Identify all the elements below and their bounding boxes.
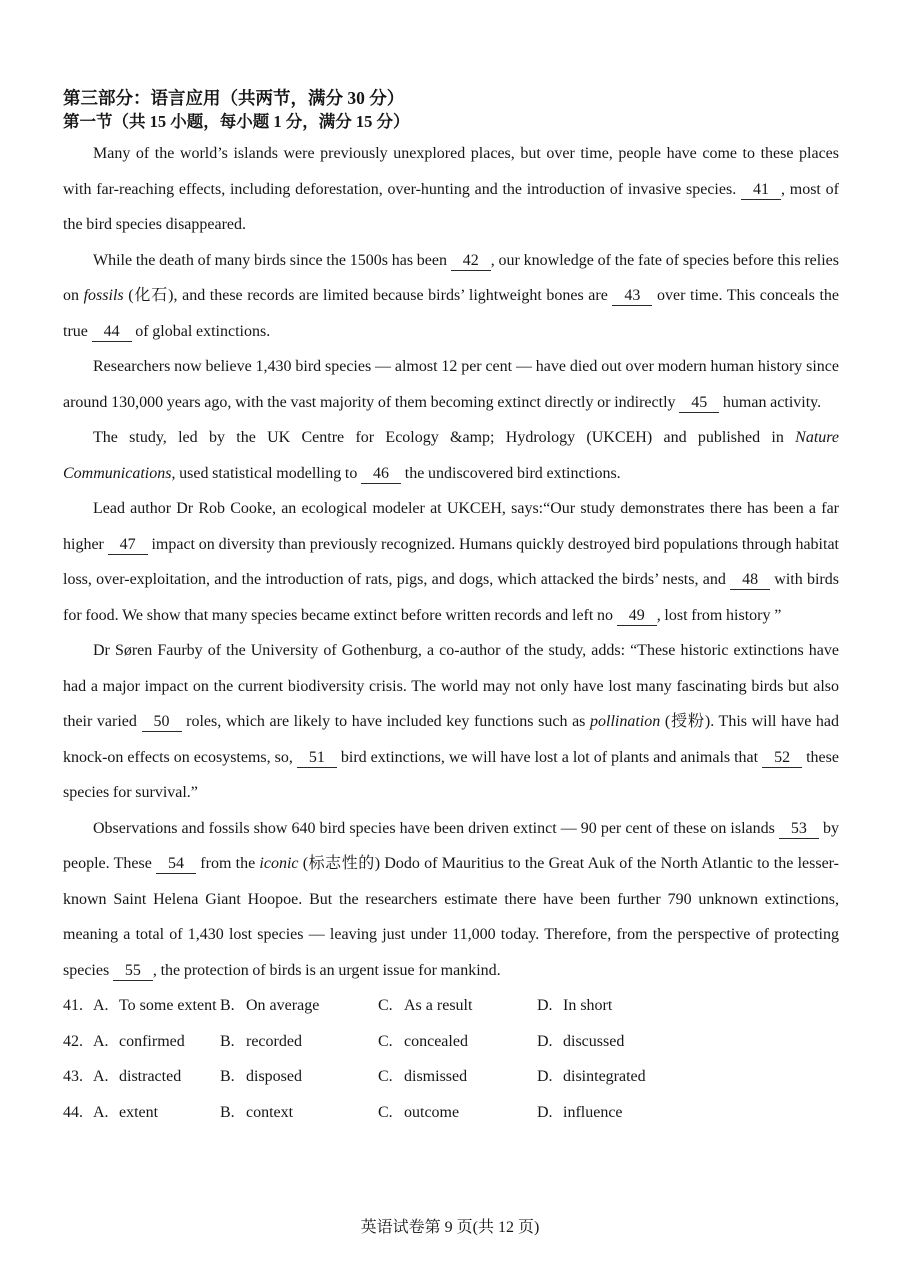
blank-51: 51 [297,749,337,768]
passage-paragraph: Many of the world’s islands were previously unexplored places, but over time, people have come to these places with far-reaching effects, including deforestation, over-hunting and the introduction of invasive species. 41 , most of the bird species disappeared. [63,145,839,233]
question-option [220,1024,378,1060]
passage [63,136,839,988]
question-option [220,1059,378,1095]
option-label: B. [220,1068,235,1085]
option-label: A. [93,997,109,1014]
blank-50: 50 [142,713,182,732]
blank-41: 41 [741,181,781,200]
question-option [220,1095,378,1131]
blank-53: 53 [779,820,819,839]
option-text: disintegrated [563,1068,646,1085]
question-number: 41. [63,997,83,1014]
passage-paragraph: Researchers now believe 1,430 bird species — almost 12 per cent — have died out over modern human history since around 130,000 years ago, with the vast majority of them becoming extinct directly or indirectly 45 human activity. [63,358,839,411]
option-text: outcome [404,1103,460,1121]
question-option [537,988,839,1024]
question-option [93,988,220,1024]
option-label: D. [537,1068,553,1085]
question-row [63,1024,839,1060]
question-option [93,1024,220,1060]
option-text: To some extent [119,997,217,1014]
option-label: D. [537,997,553,1014]
option-text: In short [563,997,613,1014]
option-label: D. [537,1103,553,1121]
blank-45: 45 [679,394,719,413]
question-option [378,1059,537,1095]
option-label: A. [93,1032,109,1050]
question-option [93,1095,220,1131]
blank-49: 49 [617,607,657,626]
part-heading: 第一节（共 15 小题，每小题 1 分，满分 15 分） [63,112,410,131]
page-content [63,86,839,1130]
blank-54: 54 [156,855,196,874]
blank-47: 47 [108,536,148,555]
option-text: distracted [119,1068,182,1085]
option-label: C. [378,1032,393,1050]
option-text: extent [119,1103,159,1121]
page-footer: 英语试卷第 9 页(共 12 页) [360,1219,540,1236]
italic-term: iconic [259,855,299,872]
blank-43: 43 [612,287,652,306]
option-label: C. [378,997,393,1014]
option-text: dismissed [404,1068,468,1085]
italic-term: pollination [590,713,661,730]
italic-term: Nature Communications [63,429,839,482]
blank-42: 42 [451,252,491,271]
question-row [63,1095,839,1131]
question-option [537,1095,839,1131]
option-text: confirmed [119,1032,185,1050]
option-label: C. [378,1103,393,1121]
option-label: A. [93,1103,109,1121]
questions [63,988,839,1130]
section-heading: 第三部分：语言应用（共两节，满分 30 分） [63,88,405,108]
blank-55: 55 [113,962,153,981]
option-text: disposed [246,1068,302,1085]
question-option [93,1059,220,1095]
question-number: 44. [63,1103,83,1121]
question-number: 42. [63,1032,83,1050]
option-label: B. [220,997,235,1014]
question-number: 43. [63,1068,83,1085]
blank-48: 48 [730,571,770,590]
option-text: concealed [404,1032,468,1050]
blank-52: 52 [762,749,802,768]
question-row [63,1059,839,1095]
option-text: As a result [404,997,473,1014]
option-text: discussed [563,1032,625,1050]
question-row [63,988,839,1024]
question-option [378,988,537,1024]
blank-44: 44 [92,323,132,342]
passage-paragraph: Observations and fossils show 640 bird species have been driven extinct — 90 per cent of these on islands 53 by people. These 54 from the iconic (标志性的) Dodo of Mauritius to the Great Auk of the North Atlantic to the lesser-known Saint Helena Giant Hoopoe. But the researchers estimate there have been further 790 unknown extinctions, meaning a total of 1,430 lost species — leaving just under 11,000 today. Therefore, from the perspective of protecting species 55 , the protection of birds is an urgent issue for mankind. [63,819,840,979]
passage-paragraph: Dr Søren Faurby of the University of Gothenburg, a co-author of the study, adds: “These historic extinctions have had a major impact on the current biodiversity crisis. The world may not only have lost many fascinating birds but also their varied 50 roles, which are likely to have included key functions such as pollination (授粉). This will have had knock-on effects on ecosystems, so, 51 bird extinctions, we will have lost a lot of plants and animals that 52 these species for survival.” [63,642,840,801]
question-option [220,988,378,1024]
option-text: context [246,1103,294,1121]
blank-46: 46 [361,465,401,484]
question-option [378,1095,537,1131]
question-option [537,1024,839,1060]
passage-paragraph: Lead author Dr Rob Cooke, an ecological modeler at UKCEH, says:“Our study demonstrates there has been a far higher 47 impact on diversity than previously recognized. Humans quickly destroyed bird populations through habitat loss, over-exploitation, and the introduction of rats, pigs, and dogs, which attacked the birds’ nests, and 48 with birds for food. We show that many species became extinct before written records and left no 49 , lost from history ” [63,500,839,624]
passage-paragraph: The study, led by the UK Centre for Ecology &amp; Hydrology (UKCEH) and published in Nature Communications, used statistical modelling to 46 the undiscovered bird extinctions. [63,429,839,482]
option-label: D. [537,1032,553,1050]
option-text: On average [246,997,320,1014]
option-text: recorded [246,1032,302,1050]
option-label: A. [93,1068,109,1085]
option-label: B. [220,1103,235,1121]
question-option [378,1024,537,1060]
italic-term: fossils [83,287,124,304]
question-option [537,1059,839,1095]
passage-paragraph: While the death of many birds since the 1500s has been 42 , our knowledge of the fate of species before this relies on fossils (化石), and these records are limited because birds’ lightweight bones are 43 over time. This conceals the true 44 of global extinctions. [63,251,840,340]
option-label: B. [220,1032,235,1050]
option-text: influence [563,1103,623,1121]
option-label: C. [378,1068,393,1085]
